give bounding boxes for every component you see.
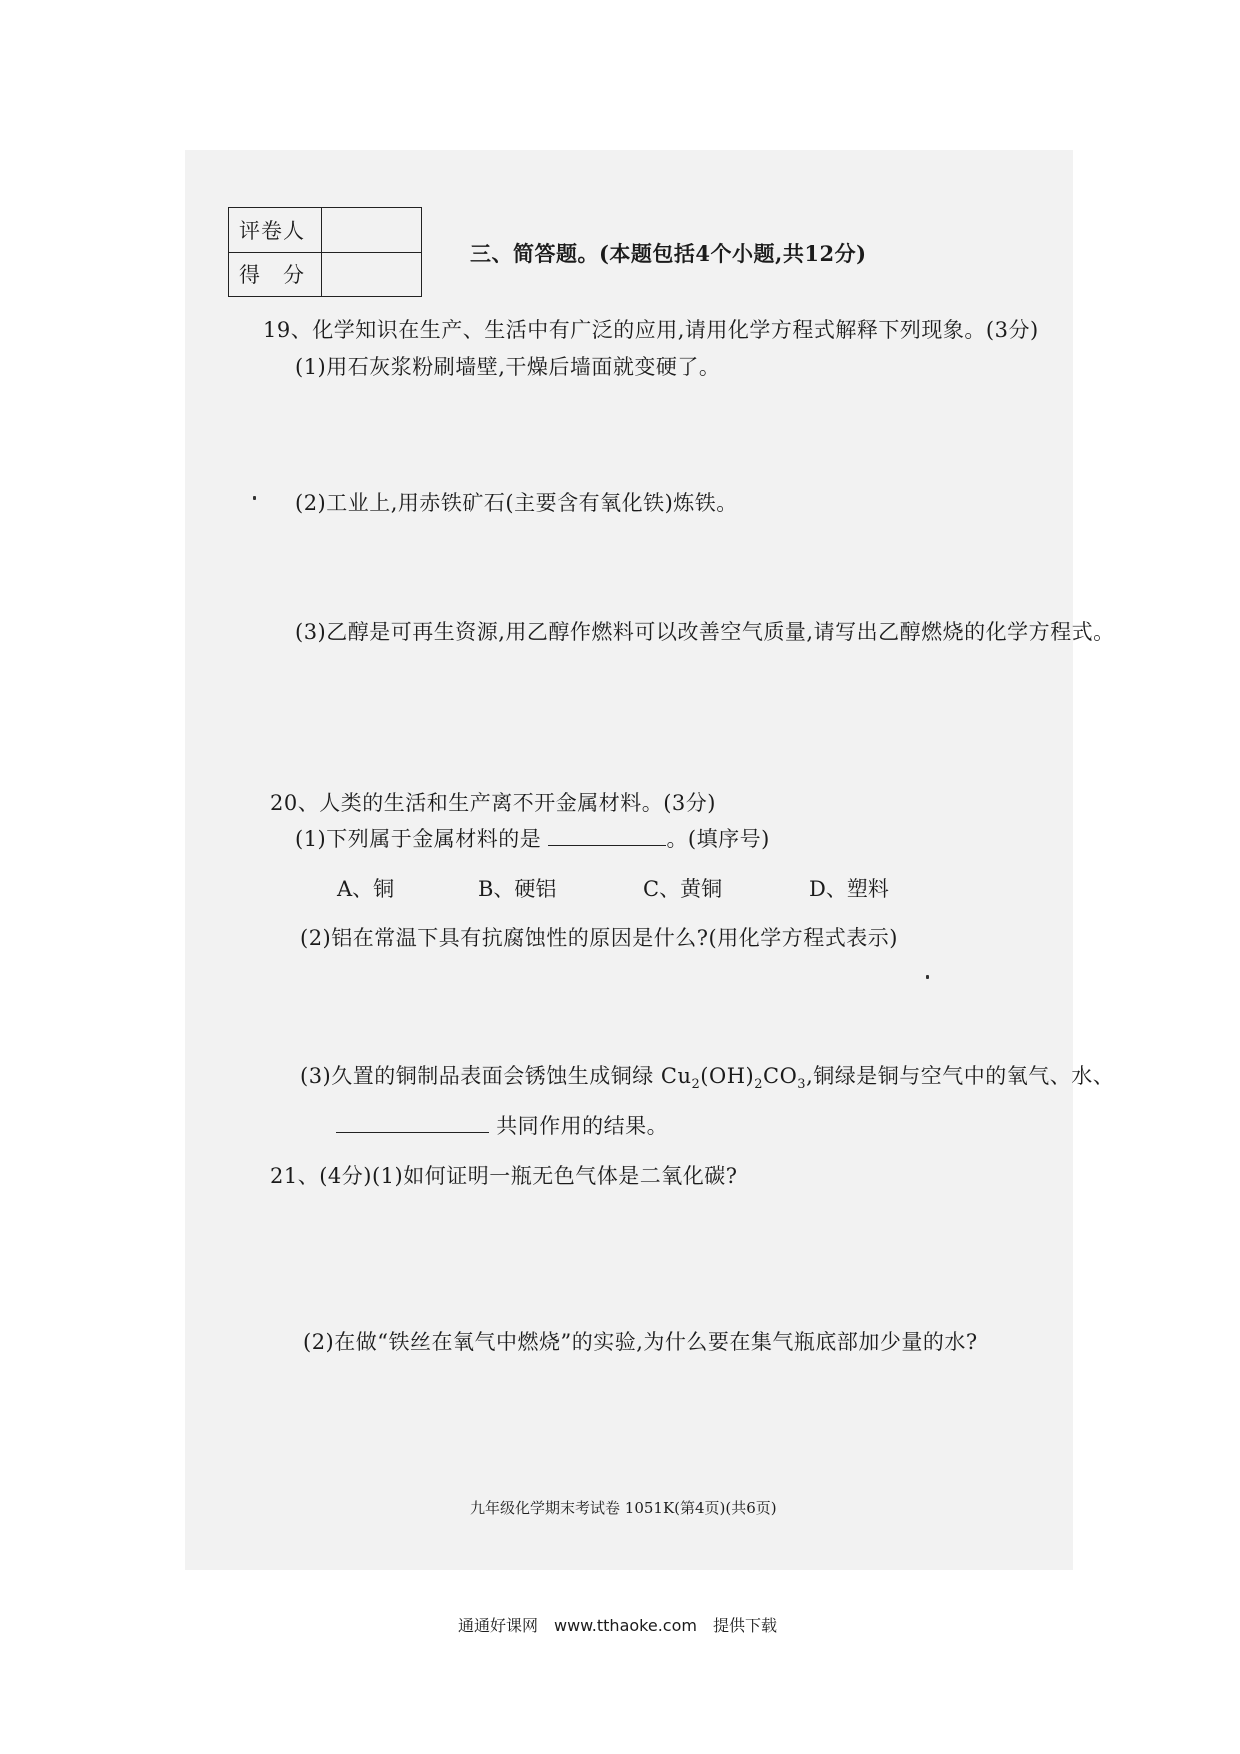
- question-19-part-1: (1)用石灰浆粉刷墙壁,干燥后墙面就变硬了。: [295, 355, 721, 379]
- scan-speck: [253, 496, 256, 500]
- option-a: A、铜: [337, 877, 395, 901]
- option-c: C、黄铜: [643, 877, 723, 901]
- q20-p3-text-c: CO: [763, 1064, 798, 1088]
- score-box: [228, 207, 422, 297]
- question-20-part-3-continuation: [336, 1110, 668, 1140]
- question-19-part-3: (3)乙醇是可再生资源,用乙醇作燃料可以改善空气质量,请写出乙醇燃烧的化学方程式。: [295, 620, 1115, 644]
- q20-p3-tail: 共同作用的结果。: [496, 1114, 669, 1138]
- question-21-stem: 21、(4分)(1)如何证明一瓶无色气体是二氧化碳?: [270, 1164, 738, 1188]
- grader-cell: [322, 208, 422, 253]
- question-19-part-2: (2)工业上,用赤铁矿石(主要含有氧化铁)炼铁。: [295, 491, 738, 515]
- q20-p3-text-b: (OH): [700, 1064, 755, 1088]
- question-20-part-3: [300, 1060, 1114, 1092]
- question-20-part-1: [295, 823, 770, 853]
- section-title: 三、简答题。(本题包括4个小题,共12分): [470, 241, 867, 266]
- question-21-part-2: (2)在做“铁丝在氧气中燃烧”的实验,为什么要在集气瓶底部加少量的水?: [303, 1330, 978, 1354]
- question-20-part-2: (2)铝在常温下具有抗腐蚀性的原因是什么?(用化学方程式表示): [300, 926, 898, 950]
- option-b: B、硬铝: [478, 877, 557, 901]
- answer-blank-1[interactable]: [548, 845, 666, 846]
- scan-speck: [926, 975, 929, 979]
- question-20-stem: 20、人类的生活和生产离不开金属材料。(3分): [270, 791, 716, 815]
- grader-label: 评卷人: [229, 208, 322, 253]
- option-d: D、塑料: [809, 877, 889, 901]
- download-credit: 通通好课网 www.tthaoke.com 提供下载: [458, 1616, 777, 1635]
- page-footer: 九年级化学期末考试卷 1051K(第4页)(共6页): [470, 1499, 777, 1517]
- score-cell: [322, 252, 422, 297]
- question-20-part-1-suffix: 。(填序号): [666, 827, 770, 851]
- score-label: 得 分: [229, 252, 322, 297]
- q20-p3-text-d: ,铜绿是铜与空气中的氧气、水、: [806, 1064, 1115, 1088]
- question-20-part-1-text: (1)下列属于金属材料的是: [295, 827, 542, 851]
- question-19-stem: 19、化学知识在生产、生活中有广泛的应用,请用化学方程式解释下列现象。(3分): [263, 318, 1039, 342]
- answer-blank-2[interactable]: [336, 1132, 489, 1133]
- q20-p3-text-a: (3)久置的铜制品表面会锈蚀生成铜绿 Cu: [300, 1064, 692, 1088]
- q20-p3-sub-2: 2: [754, 1077, 763, 1093]
- q20-p3-sub-3: 3: [797, 1077, 807, 1093]
- q20-p3-sub-1: 2: [691, 1077, 701, 1093]
